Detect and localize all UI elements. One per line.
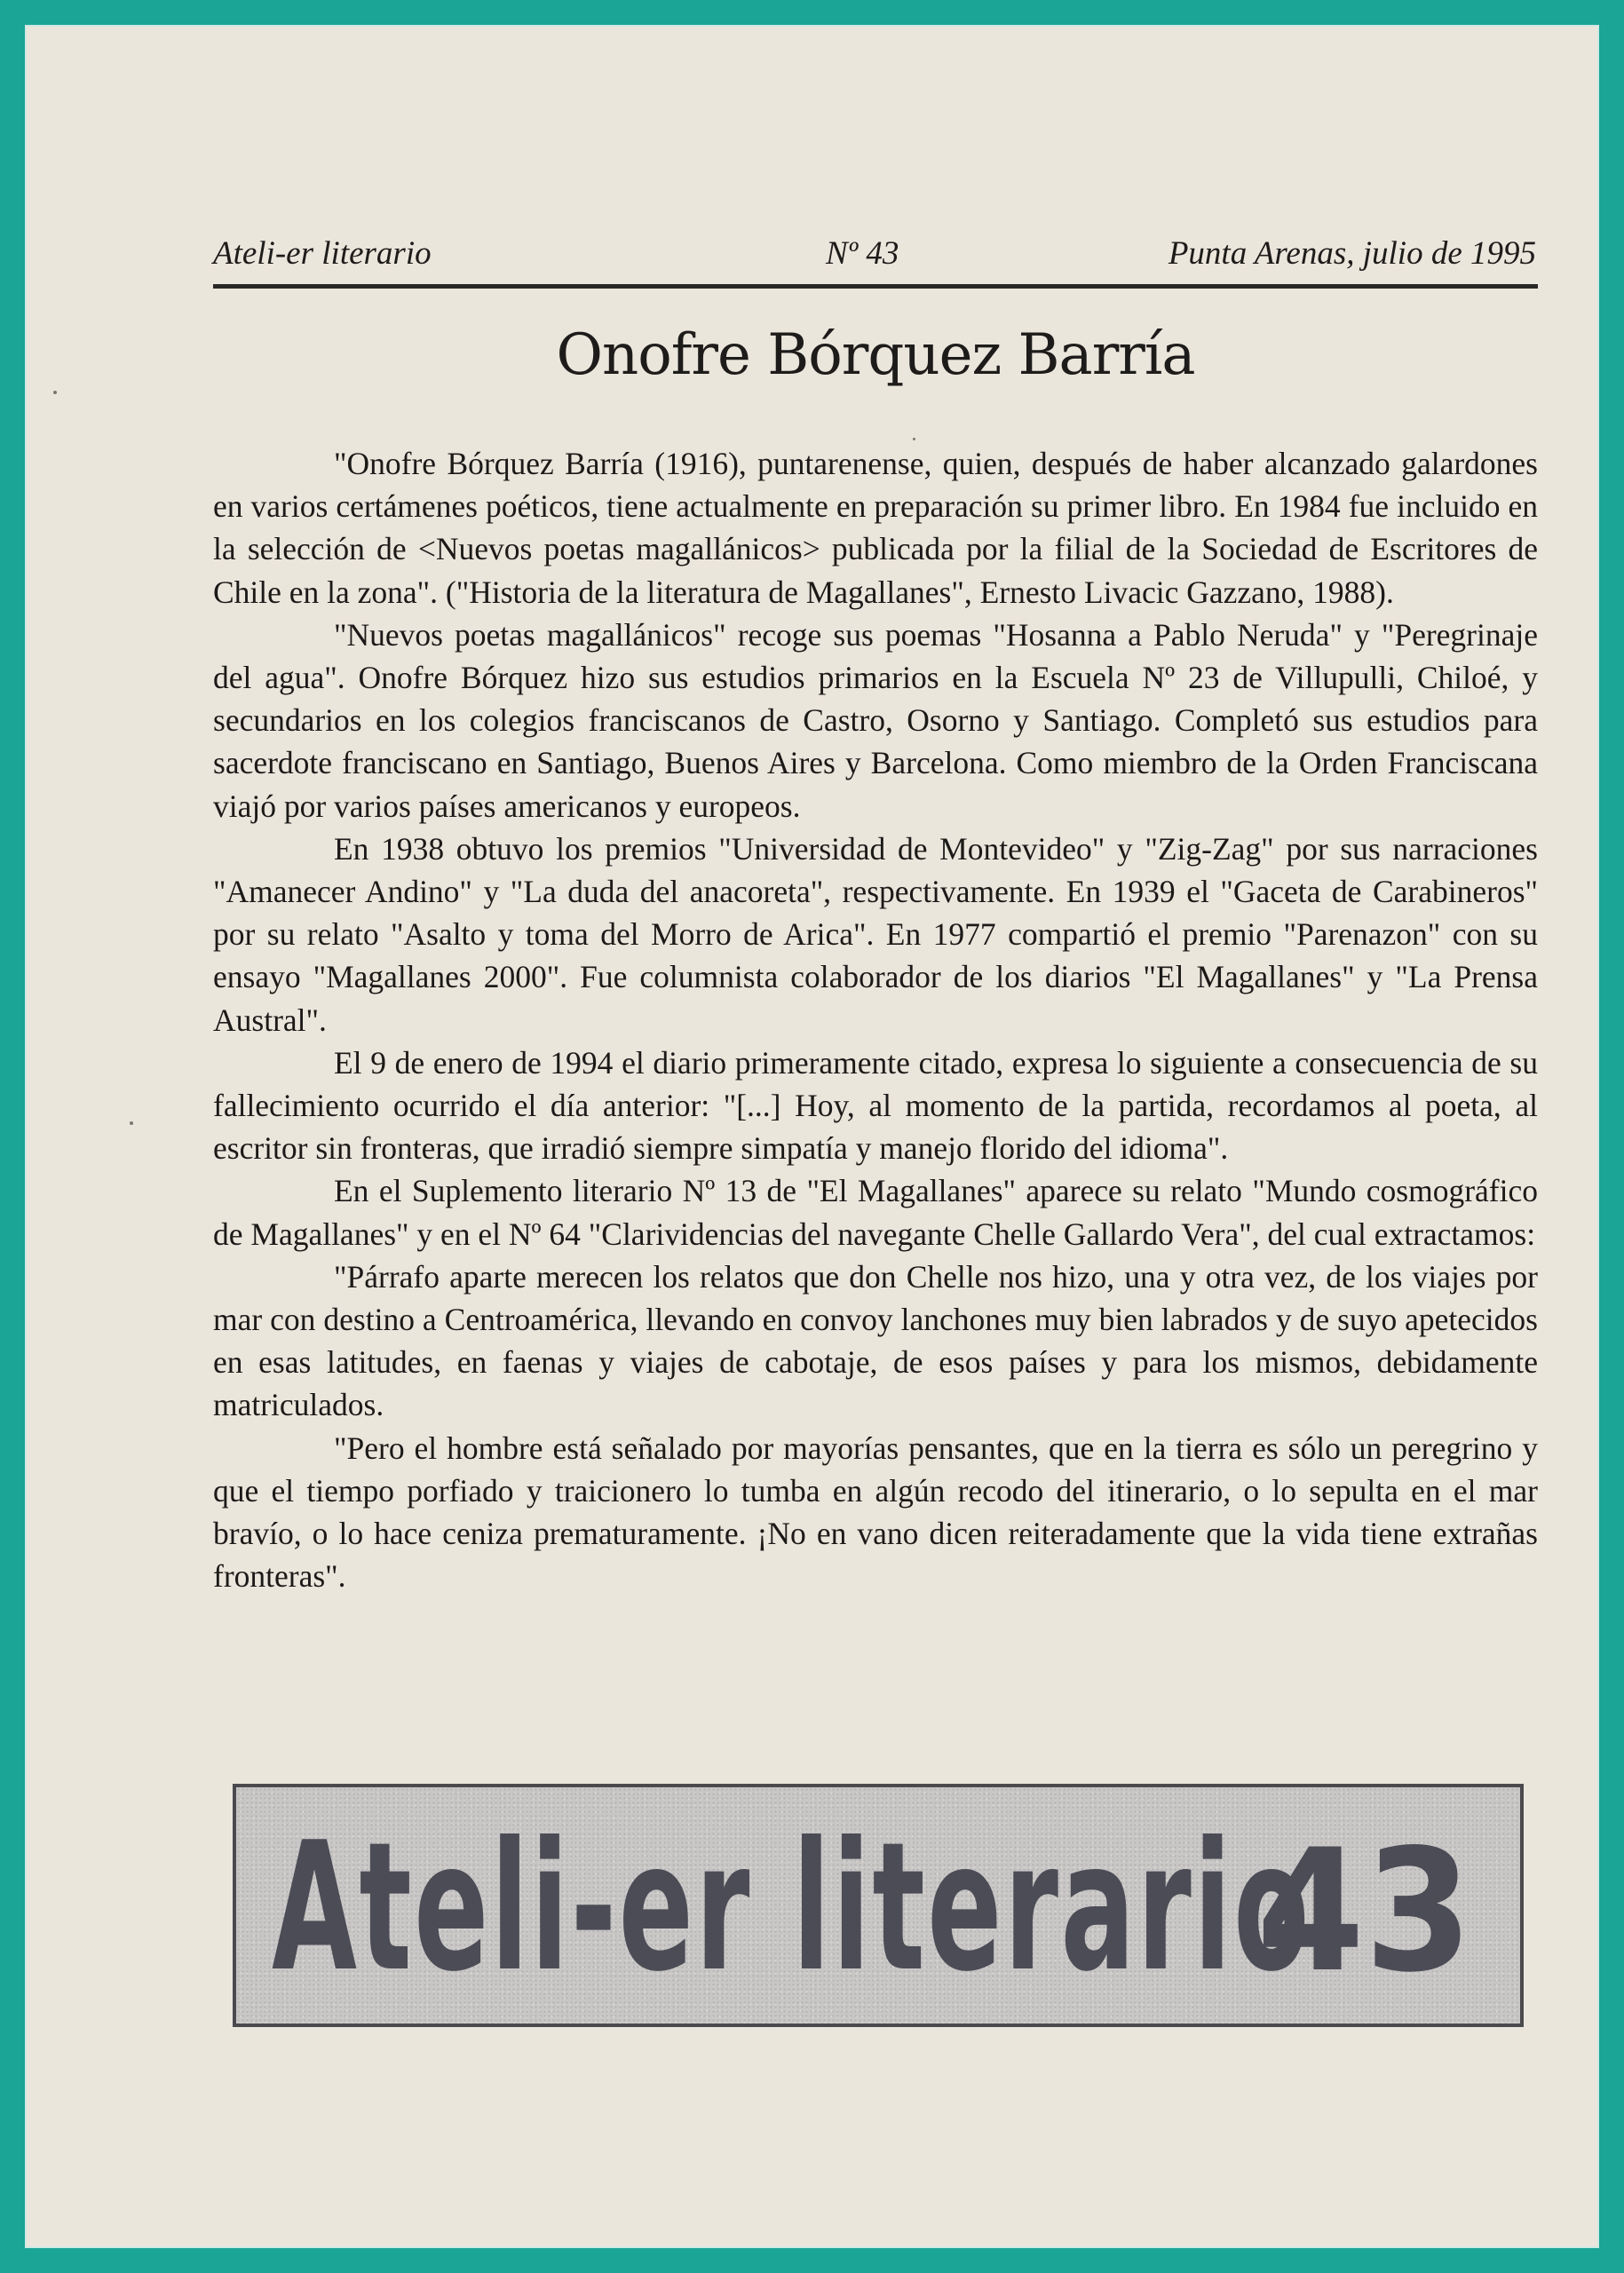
paragraph: En el Suplemento literario Nº 13 de "El Magallanes" aparece su relato "Mundo cosmográfico de Magallanes" y en el Nº 64 "Clarividencias del navegante Chelle Gallardo Vera", del cual extractamos:	[213, 1173, 1538, 1252]
scan-speck	[53, 391, 57, 394]
paragraph: "Pero el hombre está señalado por mayorías pensantes, que en la tierra es sólo un peregrino y que el tiempo porfiado y traicionero lo tumba en algún recodo del itinerario, o lo sepulta en el mar bravío, o lo hace ceniza prematuramente. ¡No en vano dicen reiteradamente que la vida tiene extrañas fronteras".	[213, 1430, 1538, 1595]
header-rule	[213, 284, 1538, 289]
article-body	[213, 442, 1538, 1597]
paragraph: El 9 de enero de 1994 el diario primeramente citado, expresa lo siguiente a consecuencia de su fallecimiento ocurrido el día anterior: "[...] Hoy, al momento de la partida, recordamos al poeta, al escritor sin fronteras, que irradió siempre simpatía y manejo florido del idioma".	[213, 1044, 1538, 1167]
article-title: Onofre Bórquez Barría	[556, 322, 1195, 388]
banner-issue-number: 43	[1256, 1813, 1472, 2009]
paragraph: "Párrafo aparte merecen los relatos que don Chelle nos hizo, una y otra vez, de los viajes por mar con destino a Centroamérica, llevando en convoy lanchones muy bien labrados y de suyo apetecidos en esas latitudes, en faenas y viajes de cabotaje, de esos países y para los mismos, debidamente matriculados.	[213, 1258, 1538, 1423]
publication-banner	[233, 1784, 1524, 2027]
place-and-date: Punta Arenas, julio de 1995	[1168, 235, 1536, 272]
running-header	[213, 234, 1536, 279]
paragraph: En 1938 obtuvo los premios "Universidad de Montevideo" y "Zig-Zag" por sus narraciones "Amanecer Andino" y "La duda del anacoreta", respectivamente. En 1939 el "Gaceta de Carabineros" por su relato "Asalto y toma del Morro de Arica". En 1977 compartió el premio "Parenazon" con su ensayo "Magallanes 2000". Fue columnista colaborador de los diarios "El Magallanes" y "La Prensa Austral".	[213, 830, 1538, 1038]
scan-speck	[913, 438, 915, 440]
banner-title: Ateli-er literario	[272, 1804, 1311, 2011]
paragraph: "Nuevos poetas magallánicos" recoge sus poemas "Hosanna a Pablo Neruda" y "Peregrinaje del agua". Onofre Bórquez hizo sus estudios primarios en la Escuela Nº 23 de Villupulli, Chiloé, y secundarios en los colegios franciscanos de Castro, Osorno y Santiago. Completó sus estudios para sacerdote franciscano en Santiago, Buenos Aires y Barcelona. Como miembro de la Orden Franciscana viajó por varios países americanos y europeos.	[213, 616, 1538, 824]
paragraph: "Onofre Bórquez Barría (1916), puntarenense, quien, después de haber alcanzado galardones en varios certámenes poéticos, tiene actualmente en preparación su primer libro. En 1984 fue incluido en la selección de <Nuevos poetas magallánicos> publicada por la filial de la Sociedad de Escritores de Chile en la zona". ("Historia de la literatura de Magallanes", Ernesto Livacic Gazzano, 1988).	[213, 446, 1538, 610]
scanned-page	[25, 25, 1599, 2248]
publication-name: Ateli-er literario	[213, 235, 432, 272]
scan-speck	[130, 1121, 133, 1125]
issue-number: Nº 43	[826, 235, 899, 272]
